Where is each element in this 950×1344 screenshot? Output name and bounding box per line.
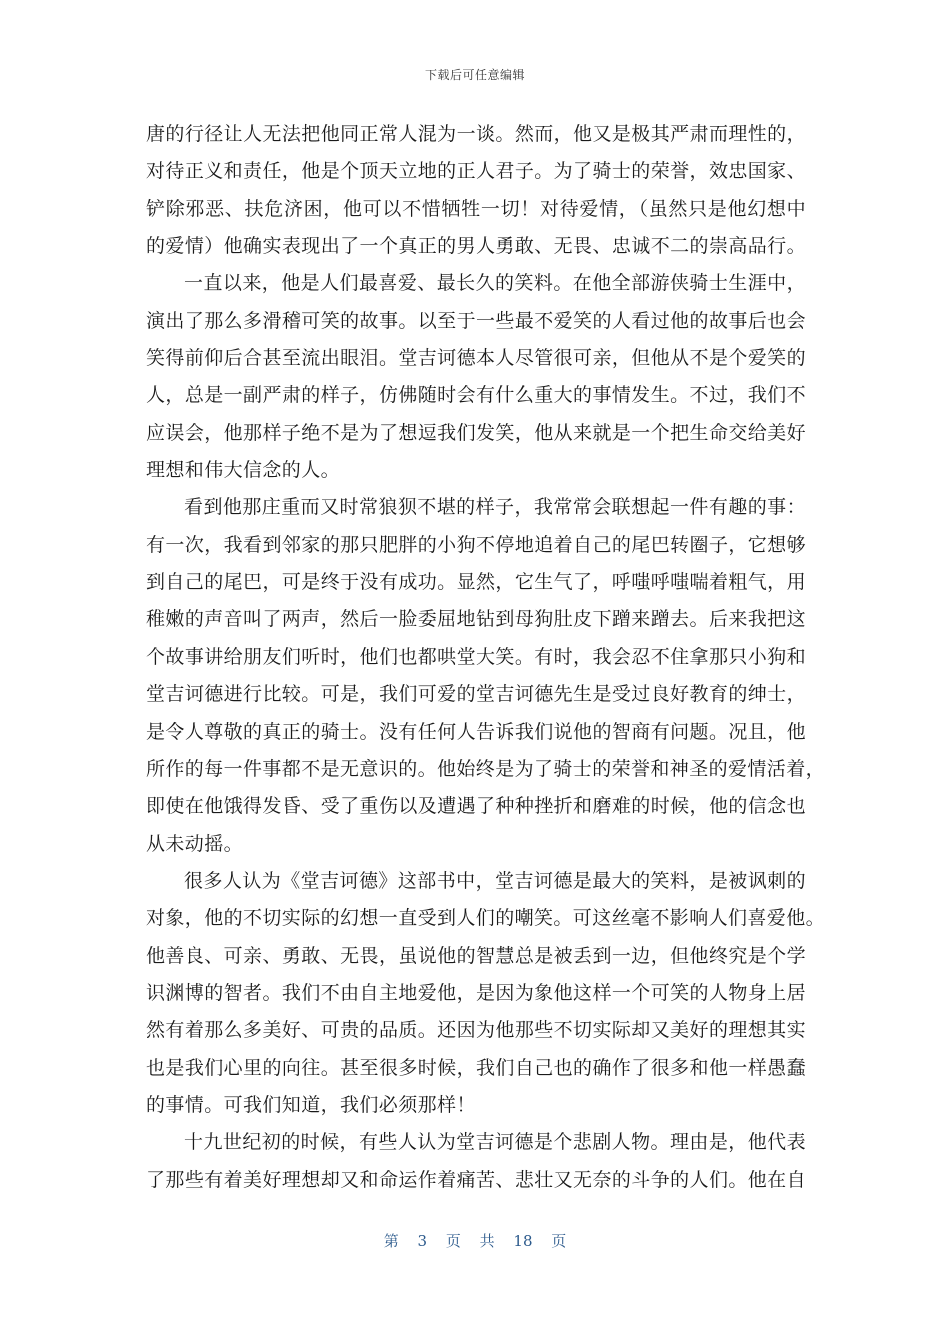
total-pages: 18 — [513, 1232, 533, 1250]
text-line: 铲除邪恶、扶危济困，他可以不惜牺牲一切！对待爱情，（虽然只是他幻想中 — [146, 197, 806, 220]
paragraph — [146, 116, 806, 265]
text-line: 是令人尊敬的真正的骑士。没有任何人告诉我们说他的智商有问题。况且，他 — [146, 720, 806, 743]
text-line: 十九世纪初的时候，有些人认为堂吉诃德是个悲剧人物。理由是，他代表 — [184, 1131, 806, 1154]
text-line: 有一次，我看到邻家的那只肥胖的小狗不停地追着自己的尾巴转圈子，它想够 — [146, 533, 806, 556]
text-line: 一直以来，他是人们最喜爱、最长久的笑料。在他全部游侠骑士生涯中， — [184, 272, 806, 295]
text-line: 很多人认为《堂吉诃德》这部书中，堂吉诃德是最大的笑料，是被讽刺的 — [184, 869, 806, 892]
document-body — [146, 116, 826, 1199]
text-line: 即使在他饿得发昏、受了重伤以及遭遇了种种挫折和磨难的时候，他的信念也 — [146, 795, 806, 818]
text-line: 他善良、可亲、勇敢、无畏，虽说他的智慧总是被丢到一边，但他终究是个学 — [146, 944, 806, 967]
page-footer — [0, 1230, 950, 1251]
text-line: 应误会，他那样子绝不是为了想逗我们发笑，他从来就是一个把生命交给美好 — [146, 421, 806, 444]
header-note: 下载后可任意编辑 — [424, 68, 525, 82]
text-line: 然有着那么多美好、可贵的品质。还因为他那些不切实际却又美好的理想其实 — [146, 1019, 806, 1042]
paragraph — [146, 863, 826, 1124]
paragraph — [146, 1124, 806, 1199]
text-line: 对象，他的不切实际的幻想一直受到人们的嘲笑。可这丝毫不影响人们喜爱他。 — [146, 907, 826, 930]
page-unit: 页 — [445, 1232, 461, 1250]
text-line: 理想和伟大信念的人。 — [146, 459, 341, 482]
text-line: 演出了那么多滑稽可笑的故事。以至于一些最不爱笑的人看过他的故事后也会 — [146, 309, 806, 332]
paragraph — [146, 265, 806, 489]
text-line: 的爱情）他确实表现出了一个真正的男人勇敢、无畏、忠诚不二的崇高品行。 — [146, 235, 806, 258]
text-line: 看到他那庄重而又时常狼狈不堪的样子，我常常会联想起一件有趣的事： — [184, 496, 806, 519]
text-line: 个故事讲给朋友们听时，他们也都哄堂大笑。有时，我会忍不住拿那只小狗和 — [146, 645, 806, 668]
page-label: 第 — [383, 1232, 399, 1250]
text-line: 唐的行径让人无法把他同正常人混为一谈。然而，他又是极其严肃而理性的， — [146, 123, 806, 145]
text-line: 人，总是一副严肃的样子，仿佛随时会有什么重大的事情发生。不过，我们不 — [146, 384, 806, 407]
total-unit: 页 — [551, 1232, 567, 1250]
text-line: 识渊博的智者。我们不由自主地爱他，是因为象他这样一个可笑的人物身上居 — [146, 981, 806, 1004]
page-number: 3 — [417, 1232, 428, 1250]
text-line: 笑得前仰后合甚至流出眼泪。堂吉诃德本人尽管很可亲，但他从不是个爱笑的 — [146, 347, 806, 370]
text-line: 堂吉诃德进行比较。可是，我们可爱的堂吉诃德先生是受过良好教育的绅士， — [146, 683, 806, 706]
total-label: 共 — [479, 1232, 495, 1250]
text-line: 稚嫩的声音叫了两声，然后一脸委屈地钻到母狗肚皮下蹭来蹭去。后来我把这 — [146, 608, 806, 631]
text-line: 所作的每一件事都不是无意识的。他始终是为了骑士的荣誉和神圣的爱情活着， — [146, 757, 826, 780]
text-line: 到自己的尾巴，可是终于没有成功。显然，它生气了，呼嗤呼嗤喘着粗气，用 — [146, 571, 806, 594]
text-line: 也是我们心里的向往。甚至很多时候，我们自己也的确作了很多和他一样愚蠢 — [146, 1056, 806, 1079]
text-line: 从未动摇。 — [146, 832, 244, 855]
text-line: 了那些有着美好理想却又和命运作着痛苦、悲壮又无奈的斗争的人们。他在自 — [146, 1168, 806, 1191]
paragraph — [146, 489, 826, 862]
text-line: 对待正义和责任，他是个顶天立地的正人君子。为了骑士的荣誉，效忠国家、 — [146, 160, 806, 183]
text-line: 的事情。可我们知道，我们必须那样！ — [146, 1093, 476, 1116]
